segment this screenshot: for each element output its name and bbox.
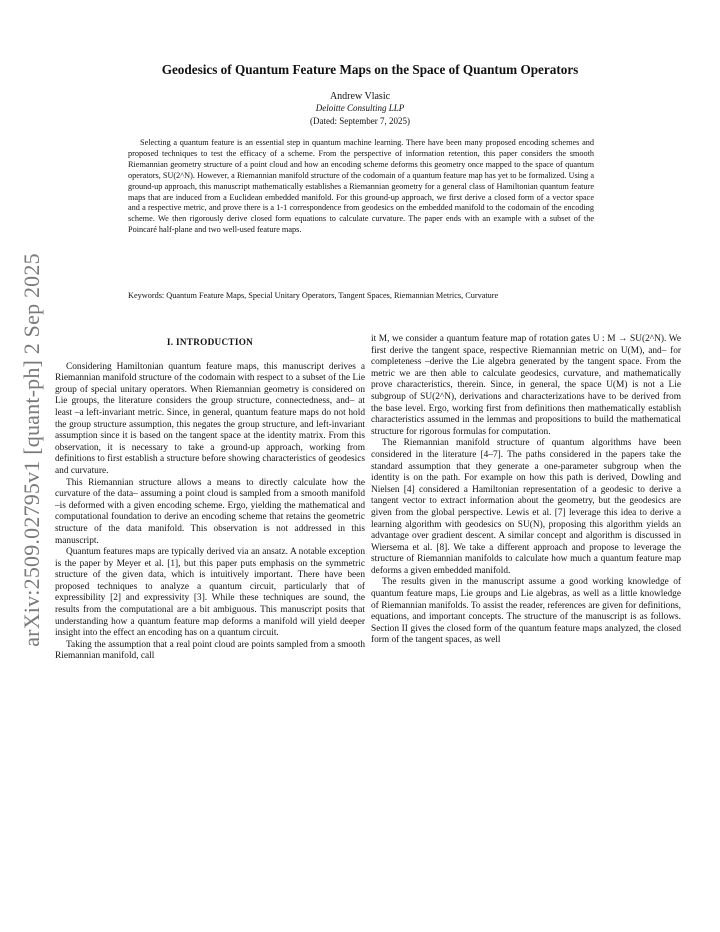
paragraph: Considering Hamiltonian quantum feature maps, this manuscript derives a Riemannian manifold structure of the codomain with respect to a subset of the Lie group of special unitary operators. When Riemannian geometry is considered on Lie groups, the literature considers the group structure, connectedness, and– at least –a left-invariant metric. Since, in general, quantum feature maps do not hold the group structure assumption, this negates the group structure, and left-invariant assumption since it is based on the tangent space at the identity matrix. From this observation, it is necessary to take a ground-up approach, working from definitions to first establish a structure before showing characteristics of geodesics and curvature. — [55, 361, 365, 476]
arxiv-identifier: arXiv:2509.02795v1 [quant-ph] 2 Sep 2025 — [19, 253, 44, 647]
abstract-text: Selecting a quantum feature is an essential step in quantum machine learning. There have been many proposed encoding schemes and proposed techniques to test the efficacy of a scheme. From the perspective of information retention, this paper considers the smooth Riemannian geometry structure of a point cloud and how an encoding scheme deforms this geometry once mapped to the space of quantum operators, SU(2^N). However, a Riemannian manifold structure of the codomain of a quantum feature map has yet to be formalized. Using a ground-up approach, this manuscript mathematically establishes a Riemannian geometry for a general class of Hamiltonian quantum feature maps that are induced from a Euclidean embedded manifold. For this ground-up approach, we first derive a closed form of a vector space and a respective metric, and prove there is a 1-1 correspondence from geodesics on the embedded manifold to the codomain of the encoding scheme. We then rigorously derive closed form equations to calculate curvature. The paper ends with an example with a subset of the Poincaré half-plane and two well-used feature maps. — [128, 138, 594, 235]
paragraph: This Riemannian structure allows a means to directly calculate how the curvature of the data– assuming a point cloud is sampled from a smooth manifold –is deformed with a given encoding scheme. Ergo, yielding the mathematical and computational foundation to derive an encoding scheme that retains the geometric structure of the data manifold. This observation is not addressed in this manuscript. — [55, 477, 365, 546]
arxiv-sidebar — [14, 240, 50, 660]
section-heading-introduction: I. INTRODUCTION — [166, 337, 254, 347]
left-column — [55, 334, 365, 663]
dated-line: (Dated: September 7, 2025) — [310, 116, 410, 126]
paper-title: Geodesics of Quantum Feature Maps on the Space of Quantum Operators — [161, 62, 579, 77]
paragraph: it M, we consider a quantum feature map of rotation gates U : M → SU(2^N). We first derive the tangent space, respective Riemannian metric on U(M), and– for completeness –derive the Lie algebra generated by the tangent space. From the metric we are then able to calculate geodesics, curvature, and mathematically prove characteristics, therein. Since, in general, the space U(M) is not a Lie subgroup of SU(2^N), derivations and characterizations have to be derived from the base level. Ergo, working first from definitions then mathematically establish characteristics assumed in the lemmas and propositions to build the mathematical structure for rigorous formulas for computation. — [371, 334, 681, 437]
keywords-text: Keywords: Quantum Feature Maps, Special Unitary Operators, Tangent Spaces, Riemannian Metrics, Curvature — [128, 291, 499, 300]
right-column — [371, 334, 681, 647]
paragraph: The results given in the manuscript assume a good working knowledge of quantum feature maps, Lie groups and Lie algebras, as well as a little knowledge of Riemannian manifolds. To assist the reader, references are given for definitions, equations, and important concepts. The structure of the manuscript is as follows. Section II gives the closed form of the quantum feature maps analyzed, the closed form of the tangent spaces, as well — [371, 577, 681, 646]
paragraph: The Riemannian manifold structure of quantum algorithms have been considered in the literature [4–7]. The paths considered in the papers take the standard assumption that they generate a one-parameter subgroup when the identity is on the path. For example on how this path is derived, Dowling and Nielsen [4] considered a Hamiltonian representation of a geodesic to derive a tangent vector to extract information about the geometry, but the geodesics are given from the global perspective. Lewis et al. [7] leverage this idea to derive a learning algorithm with geodesics on SU(N), proposing this algorithm yields an advantage over gradient descent. A similar concept and algorithm is discussed in Wiersema et al. [8]. We take a different approach and propose to leverage the structure of Riemannian manifolds to calculate how much a quantum feature map deforms a given embedded manifold. — [371, 438, 681, 576]
paragraph: Taking the assumption that a real point cloud are points sampled from a smooth Riemannian manifold, call — [55, 639, 365, 662]
author-affiliation: Deloitte Consulting LLP — [315, 103, 405, 113]
paragraph: Quantum features maps are typically derived via an ansatz. A notable exception is the paper by Meyer et al. [1], but this paper puts emphasis on the symmetric structure of the given data, which is intuitively important. There have been proposed techniques to analyze a quantum circuit, particularly that of expressibility [2] and expressivity [3]. While these techniques are sound, the results from the computational are a bit ambiguous. This manuscript posits that understanding how a quantum feature map deforms a manifold will yield deeper insight into the effect an encoding has on a quantum circuit. — [55, 547, 365, 639]
author-name: Andrew Vlasic — [329, 91, 391, 102]
